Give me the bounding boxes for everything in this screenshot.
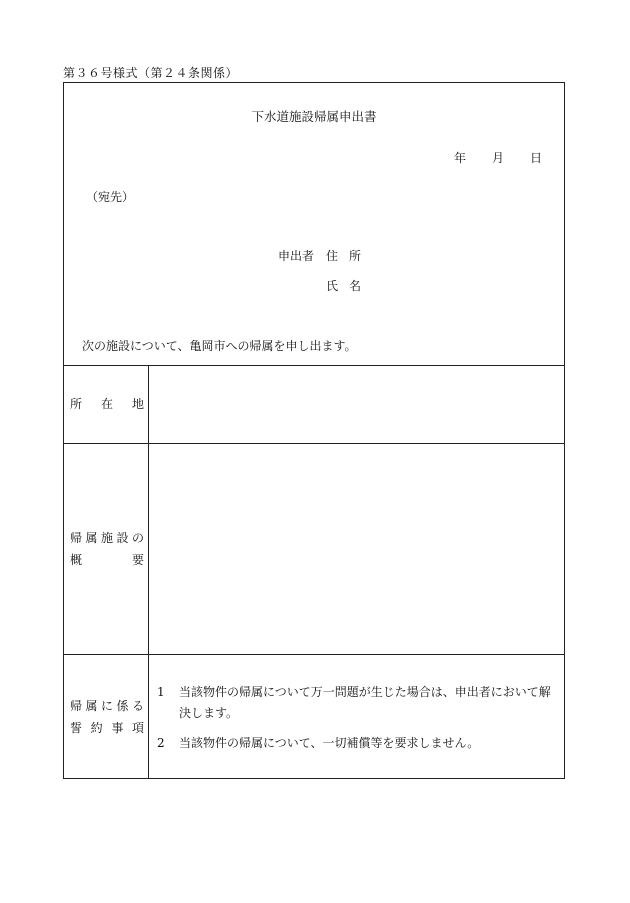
overview-label: 帰 属 施 設 の 概 要 [64,444,149,654]
location-field[interactable] [149,365,564,443]
location-row [64,365,564,444]
location-label: 所 在 地 [64,365,149,443]
pledge-item-text: 当該物件の帰属について万一問題が生じた場合は、申出者において解決します。 [179,685,551,720]
pledge-item-text: 当該物件の帰属について、一切補償等を要求しません。 [179,736,480,750]
pledge-item [157,733,556,754]
applicant-label: 申出者 [278,249,315,263]
pledge-content [149,655,564,778]
applicant-address-row [278,247,372,277]
applicant-name-row [278,277,372,307]
pledge-label: 帰 属 に 係 る 誓 約 事 項 [64,655,149,778]
pledge-item-number: 2 [157,736,165,750]
form-frame [63,82,565,779]
header-section [64,83,564,366]
applicant-block [278,247,372,307]
date-year-label: 年 [453,151,466,165]
pledge-item-number: 1 [157,685,165,699]
address-label: 住所 [326,249,373,263]
document-title: 下水道施設帰属申出書 [251,109,377,124]
form-number: 第３６号様式（第２４条関係） [63,66,239,80]
overview-field[interactable] [149,444,564,654]
name-label: 氏名 [326,279,373,293]
overview-row [64,444,564,655]
pledge-list [157,682,556,763]
pledge-item [157,682,556,724]
addressee: （宛先） [86,190,135,204]
statement: 次の施設について、亀岡市への帰属を申し出ます。 [82,339,357,353]
date-day-label: 日 [529,151,542,165]
date-line [428,149,542,166]
pledge-row [64,655,564,778]
date-month-label: 月 [491,151,504,165]
